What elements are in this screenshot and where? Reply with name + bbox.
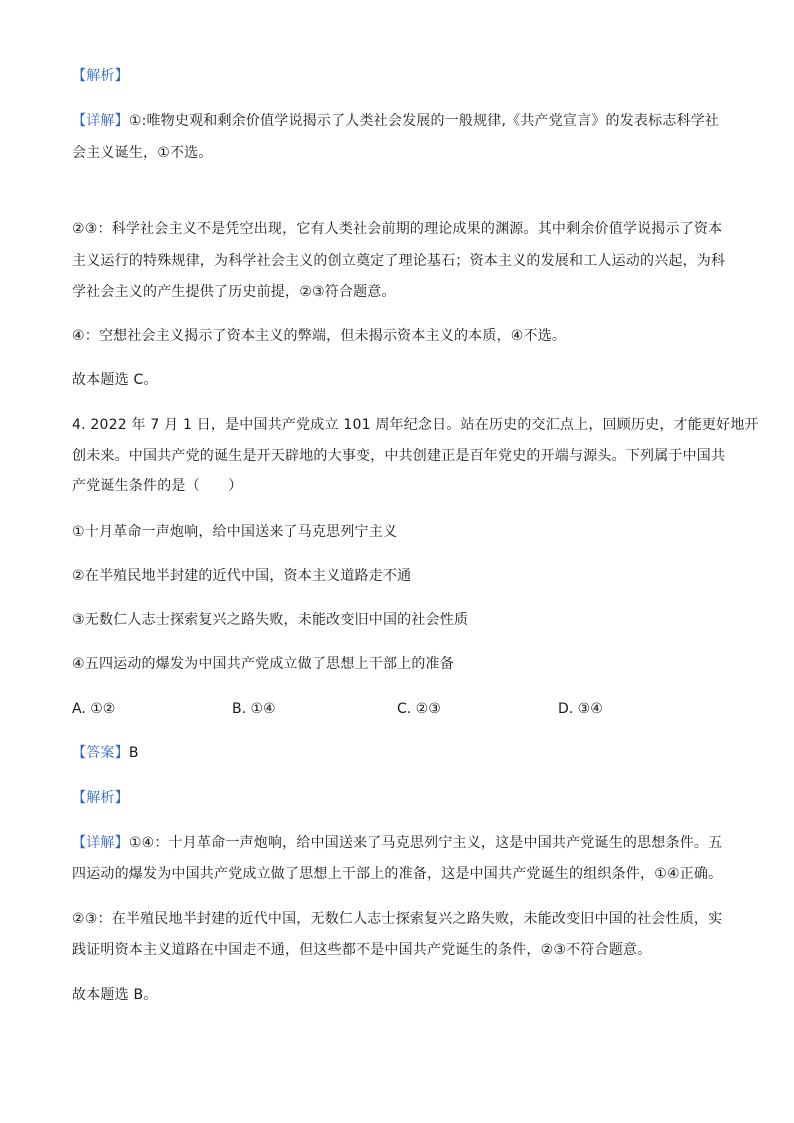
analysis-paragraph-line: 主义运行的特殊规律，为科学社会主义的创立奠定了理论基石；资本主义的发展和工人运动的兴起，为科 [72,253,726,269]
option-a: A. ①② [72,701,116,717]
analysis-paragraph-line: 学社会主义的产生提供了历史前提，②③符合题意。 [72,284,396,300]
conclusion-text: 故本题选 B。 [72,987,158,1003]
analysis-label: 【解析】 [72,68,129,84]
detail-label: 【详解】 [72,835,129,851]
option-c: C. ②③ [397,701,441,717]
answer-value: B [128,745,139,761]
analysis-label: 【解析】 [72,790,129,806]
conclusion-text: 故本题选 C。 [72,372,158,388]
analysis-heading [72,66,724,86]
detail-paragraph-line [72,111,724,131]
option-b: B. ①④ [232,701,276,717]
option-d: D. ③④ [558,701,603,717]
question-stem-line: 4. 2022 年 7 月 1 日，是中国共产党成立 101 周年纪念日。站在历史的交汇点上，回顾历史，才能更好地开 [72,417,759,433]
statement-item: ①十月革命一声炮响，给中国送来了马克思列宁主义 [72,524,398,540]
statement-item: ④五四运动的爆发为中国共产党成立做了思想上干部上的准备 [72,656,454,672]
analysis-heading [72,788,724,808]
analysis-paragraph-line: ④：空想社会主义揭示了资本主义的弊端，但未揭示资本主义的本质，④不选。 [72,328,567,344]
detail-paragraph-line [72,833,724,853]
answer-label: 【答案】 [72,745,129,761]
analysis-paragraph-line: ②③：在半殖民地半封建的近代中国，无数仁人志士探索复兴之路失败，未能改变旧中国的社会性质，实 [72,911,723,927]
detail-text: ①:唯物史观和剩余价值学说揭示了人类社会发展的一般规律,《共产党宣言》的发表标志科学社 [128,113,720,129]
statement-item: ②在半殖民地半封建的近代中国，资本主义道路走不通 [72,568,412,584]
detail-paragraph-line: 四运动的爆发为中国共产党成立做了思想上干部上的准备，这是中国共产党诞生的组织条件，①④正确。 [72,866,723,882]
detail-label: 【详解】 [72,113,129,129]
answer-line [72,743,724,763]
statement-item: ③无数仁人志士探索复兴之路失败，未能改变旧中国的社会性质 [72,612,469,628]
analysis-paragraph-line: 践证明资本主义道路在中国走不通，但这些都不是中国共产党诞生的条件，②③不符合题意。 [72,942,652,958]
analysis-paragraph-line: ②③：科学社会主义不是凭空出现，它有人类社会前期的理论成果的渊源。其中剩余价值学说揭示了资本 [72,221,723,237]
answer-options [72,699,724,719]
detail-text: ①④：十月革命一声炮响，给中国送来了马克思列宁主义，这是中国共产党诞生的思想条件。五 [128,835,723,851]
question-stem-line: 产党诞生条件的是（ ） [72,478,243,494]
question-stem-line: 创未来。中国共产党的诞生是开天辟地的大事变，中共创建正是百年党史的开端与源头。下列属于中国共 [72,448,726,464]
detail-paragraph-line: 会主义诞生，①不选。 [72,145,213,161]
